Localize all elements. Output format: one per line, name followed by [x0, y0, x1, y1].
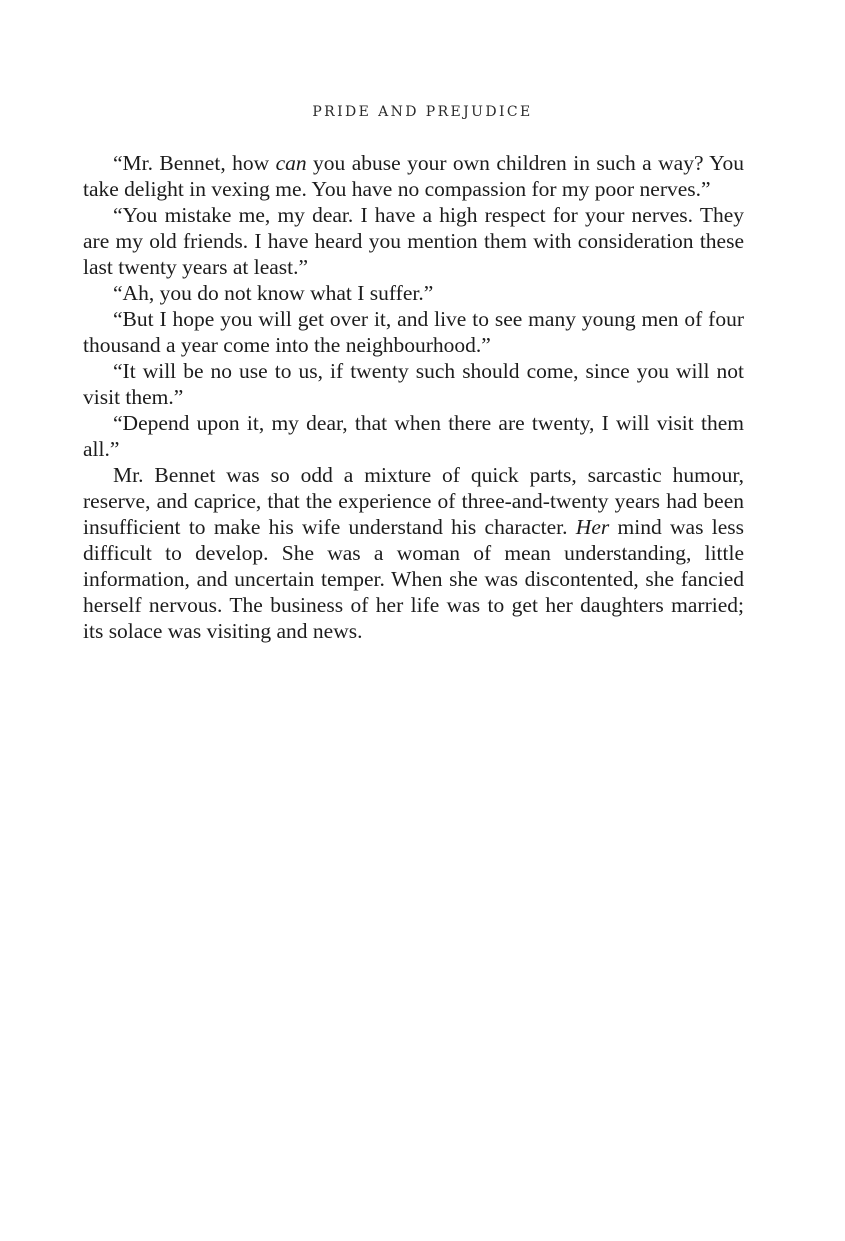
paragraph [83, 462, 744, 644]
paragraph [83, 202, 744, 280]
text-run: “But I hope you will get over it, and live to see many young men of four thousand a year come into the neighbourhood.” [83, 307, 744, 357]
italic-run: can [275, 151, 307, 175]
text-run: “Ah, you do not know what I suffer.” [113, 281, 434, 305]
text-run: “Depend upon it, my dear, that when there are twenty, I will visit them all.” [83, 411, 744, 461]
paragraph [83, 306, 744, 358]
text-run: “It will be no use to us, if twenty such should come, since you will not visit them.” [83, 359, 744, 409]
text-run: “Mr. Bennet, how [113, 151, 276, 175]
paragraph [83, 150, 744, 202]
running-head: PRIDE AND PREJUDICE [312, 104, 533, 120]
text-run: you abuse your own children in such a way? You take delight in vexing me. You have no compassion for my poor nerves.” [83, 151, 745, 201]
paragraph [83, 410, 744, 462]
italic-run: Her [575, 515, 610, 539]
text-run: Mr. Bennet was so odd a mixture of quick parts, sarcastic humour, reserve, and caprice, that the experience of three-and-twenty years had been insufficient to make his wife understand his character. [83, 463, 744, 539]
text-run: “You mistake me, my dear. I have a high respect for your nerves. They are my old friends. I have heard you mention them with consideration these last twenty years at least.” [83, 203, 744, 279]
text-run: mind was less difficult to develop. She was a woman of mean understanding, little information, and uncertain temper. When she was discontented, she fancied herself nervous. The business of her life was to get her daughters married; its solace was visiting and news. [83, 515, 744, 643]
paragraph [83, 358, 744, 410]
body-text [83, 150, 744, 644]
paragraph [83, 280, 744, 306]
